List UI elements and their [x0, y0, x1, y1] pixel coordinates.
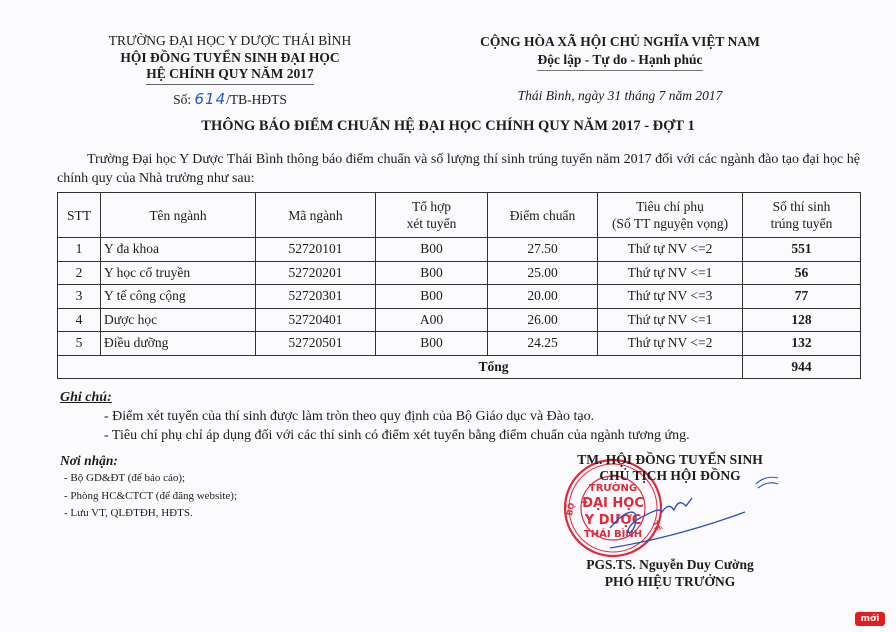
cell-admitted-count: 551: [743, 238, 861, 262]
total-label: Tổng: [58, 355, 743, 379]
council-subtitle: HỆ CHÍNH QUY NĂM 2017: [60, 66, 400, 85]
header-stt: STT: [58, 193, 101, 238]
notes-section: [60, 389, 840, 445]
header-major-code: Mã ngành: [256, 193, 376, 238]
cell-cutoff-score: 20.00: [488, 285, 598, 309]
table-row: [58, 308, 861, 332]
cell-stt: 1: [58, 238, 101, 262]
cell-major-code: 52720501: [256, 332, 376, 356]
table-row: [58, 332, 861, 356]
cell-admitted-count: 56: [743, 261, 861, 285]
admission-scores-table: [57, 192, 861, 379]
cell-major-name: Y tế công cộng: [101, 285, 256, 309]
notes-heading: Ghi chú:: [60, 390, 112, 405]
signer-name: PGS.TS. Nguyễn Duy Cường: [586, 557, 754, 572]
cell-secondary-criteria: Thứ tự NV <=1: [598, 308, 743, 332]
cell-cutoff-score: 25.00: [488, 261, 598, 285]
table-header-row: [58, 193, 861, 238]
cell-admitted-count: 132: [743, 332, 861, 356]
council-name: HỘI ĐỒNG TUYỂN SINH ĐẠI HỌC: [120, 49, 340, 65]
issue-date: Thái Bình, ngày 31 tháng 7 năm 2017: [517, 88, 723, 103]
cell-stt: 3: [58, 285, 101, 309]
note-item: - Tiêu chí phụ chỉ áp dụng đối với các thí sinh có điểm xét tuyển bằng điểm chuẩn của ngành tương ứng.: [104, 428, 690, 443]
cell-secondary-criteria: Thứ tự NV <=3: [598, 285, 743, 309]
cell-cutoff-score: 27.50: [488, 238, 598, 262]
total-admitted-count: 944: [743, 355, 861, 379]
signer-position: PHÓ HIỆU TRƯỞNG: [604, 574, 736, 589]
cell-admitted-count: 77: [743, 285, 861, 309]
cell-secondary-criteria: Thứ tự NV <=2: [598, 238, 743, 262]
cell-cutoff-score: 26.00: [488, 308, 598, 332]
cell-admitted-count: 128: [743, 308, 861, 332]
cell-major-name: Y học cổ truyền: [101, 261, 256, 285]
table-total-row: [58, 355, 861, 379]
cell-secondary-criteria: Thứ tự NV <=1: [598, 261, 743, 285]
signer-title-2: CHỦ TỊCH HỘI ĐỒNG: [599, 468, 741, 483]
country-name: CỘNG HÒA XÃ HỘI CHỦ NGHĨA VIỆT NAM: [480, 34, 760, 49]
cell-major-code: 52720101: [256, 238, 376, 262]
cell-stt: 2: [58, 261, 101, 285]
table-row: [58, 238, 861, 262]
cell-major-code: 52720201: [256, 261, 376, 285]
header-cutoff-score: Điểm chuẩn: [488, 193, 598, 238]
cell-secondary-criteria: Thứ tự NV <=2: [598, 332, 743, 356]
cell-major-code: 52720401: [256, 308, 376, 332]
motto: Độc lập - Tự do - Hạnh phúc: [455, 51, 785, 71]
cell-major-name: Y đa khoa: [101, 238, 256, 262]
table-row: [58, 285, 861, 309]
signer-title-1: TM. HỘI ĐỒNG TUYỂN SINH: [577, 452, 763, 467]
school-name: TRƯỜNG ĐẠI HỌC Y DƯỢC THÁI BÌNH: [108, 33, 352, 48]
cell-subject-combo: B00: [376, 238, 488, 262]
handwritten-number: 614: [194, 89, 227, 108]
cell-subject-combo: A00: [376, 308, 488, 332]
note-item: - Điểm xét tuyển của thí sinh được làm tròn theo quy định của Bộ Giáo dục và Đào tạo.: [104, 409, 595, 424]
recipients-heading: Nơi nhận:: [60, 453, 118, 468]
cell-major-name: Dược học: [101, 308, 256, 332]
recipient-item: - Phòng HC&CTCT (để đăng website);: [64, 489, 238, 502]
document-title: THÔNG BÁO ĐIỂM CHUẨN HỆ ĐẠI HỌC CHÍNH QUY NĂM 2017 - ĐỢT 1: [201, 118, 695, 134]
header-admitted-count: Số thí sinh trúng tuyển: [743, 193, 861, 238]
cell-subject-combo: B00: [376, 332, 488, 356]
header-subject-combo: Tổ hợp xét tuyển: [376, 193, 488, 238]
cell-subject-combo: B00: [376, 261, 488, 285]
recipient-item: - Bộ GD&ĐT (để báo cáo);: [64, 472, 186, 484]
cell-major-code: 52720301: [256, 285, 376, 309]
header-major-name: Tên ngành: [101, 193, 256, 238]
handwritten-signature-icon: [600, 470, 780, 560]
recipient-item: - Lưu VT, QLĐTĐH, HĐTS.: [64, 507, 193, 519]
cell-cutoff-score: 24.25: [488, 332, 598, 356]
document-number: Số: 614/TB-HĐTS: [173, 89, 287, 108]
recipients-section: [60, 452, 360, 523]
stamp-text: TRƯỜNG ĐẠI HỌC Y DƯỢC THÁI BÌNH: [582, 483, 644, 540]
cell-stt: 5: [58, 332, 101, 356]
svg-text:TẾ: TẾ: [650, 519, 663, 533]
new-badge: mới: [855, 612, 885, 626]
cell-stt: 4: [58, 308, 101, 332]
issuer-header: [60, 33, 400, 108]
cell-subject-combo: B00: [376, 285, 488, 309]
header-secondary-criteria: Tiêu chí phụ (Số TT nguyện vọng): [598, 193, 743, 238]
intro-paragraph: Trường Đại học Y Dược Thái Bình thông báo điểm chuẩn và số lượng thí sinh trúng tuyển năm 2017 đối với các ngành đào tạo đại học hệ chính quy của Nhà trường như sau:: [57, 152, 860, 186]
table-row: [58, 261, 861, 285]
svg-text:BỘ: BỘ: [565, 502, 577, 517]
cell-major-name: Điều dưỡng: [101, 332, 256, 356]
national-header: [455, 33, 785, 105]
